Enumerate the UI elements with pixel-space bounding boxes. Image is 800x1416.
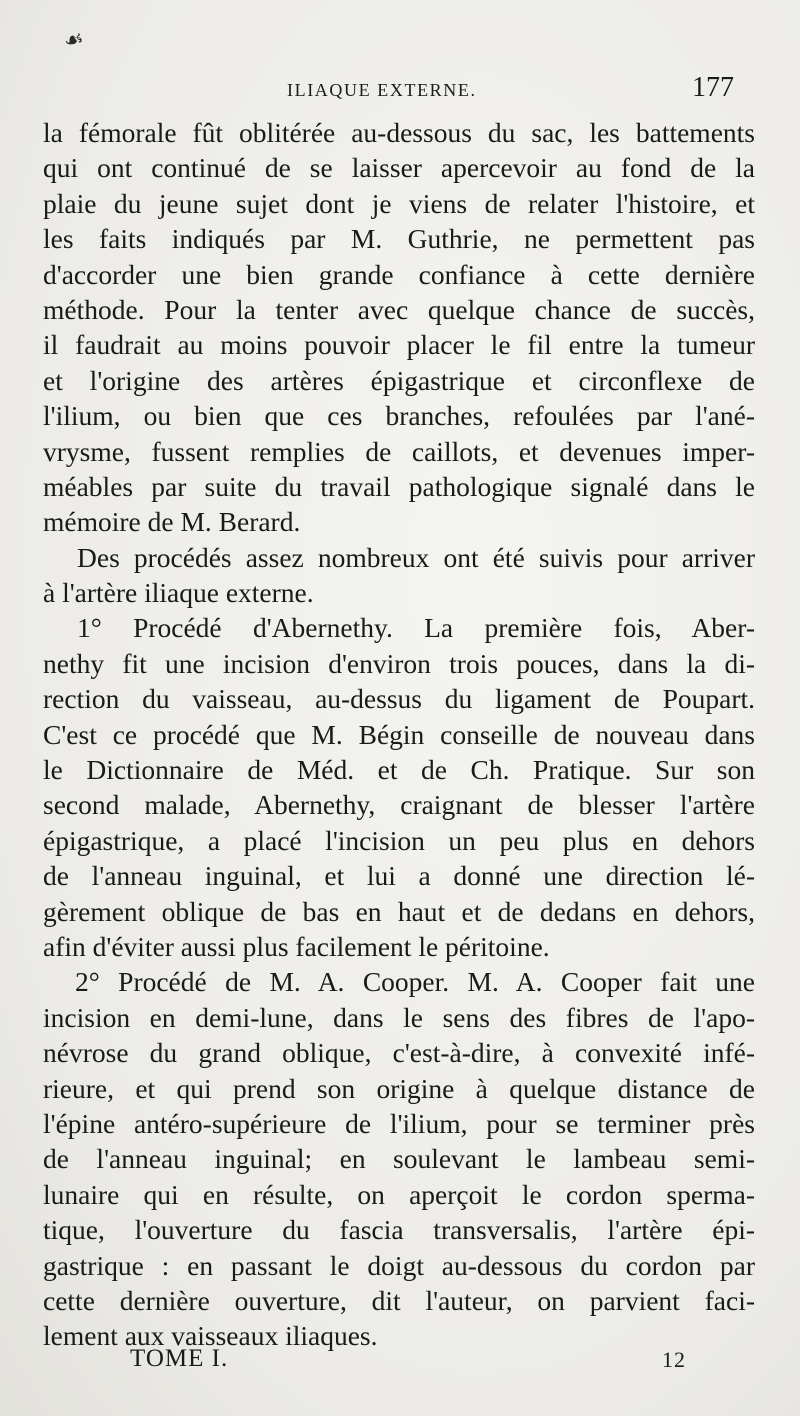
volume-label: TOME I.	[130, 1345, 229, 1372]
page-number: 177	[692, 72, 734, 103]
text-line: d'accorder une bien grande confiance à cette dernière	[43, 258, 755, 290]
text-line: lunaire qui en résulte, on aperçoit le cordon sperma-	[43, 1178, 755, 1210]
body-text	[43, 115, 755, 1354]
signature-mark: 12	[662, 1347, 686, 1372]
text-line: Des procédés assez nombreux ont été suivis pour arriver	[77, 541, 755, 573]
text-line: de l'anneau inguinal; en soulevant le lambeau semi-	[43, 1143, 755, 1175]
text-line: gastrique : en passant le doigt au-dessous du cordon par	[43, 1249, 755, 1281]
text-line: l'épine antéro-supérieure de l'ilium, pour se terminer près	[43, 1107, 755, 1139]
text-line: il faudrait au moins pouvoir placer le fil entre la tumeur	[43, 329, 755, 361]
text-line: qui ont continué de se laisser apercevoir au fond de la	[43, 152, 755, 184]
text-line: second malade, Abernethy, craignant de blesser l'artère	[43, 789, 755, 821]
text-line: nethy fit une incision d'environ trois pouces, dans la di-	[43, 647, 755, 679]
text-line: méthode. Pour la tenter avec quelque chance de succès,	[43, 293, 755, 325]
page-footer	[0, 1345, 800, 1385]
text-line: l'ilium, ou bien que ces branches, refoulées par l'ané-	[43, 400, 755, 432]
text-line: rection du vaisseau, au-dessus du ligament de Poupart.	[43, 683, 755, 715]
text-line: épigastrique, a placé l'incision un peu plus en dehors	[43, 824, 755, 856]
text-line: de l'anneau inguinal, et lui a donné une direction lé-	[43, 860, 755, 892]
text-line: gèrement oblique de bas en haut et de dedans en dehors,	[43, 895, 755, 927]
page-header	[0, 72, 800, 112]
text-line: 1° Procédé d'Abernethy. La première fois, Aber-	[77, 612, 755, 644]
running-title: ILIAQUE EXTERNE.	[287, 80, 477, 100]
text-line: plaie du jeune sujet dont je viens de relater l'histoire, et	[43, 187, 755, 219]
text-line: lement aux vaisseaux iliaques.	[43, 1320, 378, 1352]
ink-stain-mark: ☙	[61, 26, 87, 55]
text-line: le Dictionnaire de Méd. et de Ch. Pratique. Sur son	[43, 754, 755, 786]
text-line: incision en demi-lune, dans le sens des fibres de l'apo-	[43, 1001, 755, 1033]
text-line: la fémorale fût oblitérée au-dessous du sac, les battements	[43, 117, 755, 148]
text-line: mémoire de M. Berard.	[43, 506, 301, 538]
text-line: cette dernière ouverture, dit l'auteur, on parvient faci-	[43, 1284, 755, 1316]
text-line: tique, l'ouverture du fascia transversalis, l'artère épi-	[43, 1214, 755, 1246]
text-line: et l'origine des artères épigastrique et circonflexe de	[43, 364, 755, 396]
text-line: névrose du grand oblique, c'est-à-dire, à convexité infé-	[43, 1037, 755, 1069]
text-line: à l'artère iliaque externe.	[43, 577, 314, 609]
text-line: les faits indiqués par M. Guthrie, ne permettent pas	[43, 223, 755, 255]
text-line: vrysme, fussent remplies de caillots, et devenues imper-	[43, 435, 755, 467]
text-line: 2° Procédé de M. A. Cooper. M. A. Cooper fait une	[75, 966, 755, 998]
text-line: méables par suite du travail pathologique signalé dans le	[43, 470, 755, 502]
text-line: rieure, et qui prend son origine à quelque distance de	[43, 1072, 755, 1104]
text-line: C'est ce procédé que M. Bégin conseille de nouveau dans	[43, 718, 755, 750]
text-line: afin d'éviter aussi plus facilement le péritoine.	[43, 930, 550, 962]
